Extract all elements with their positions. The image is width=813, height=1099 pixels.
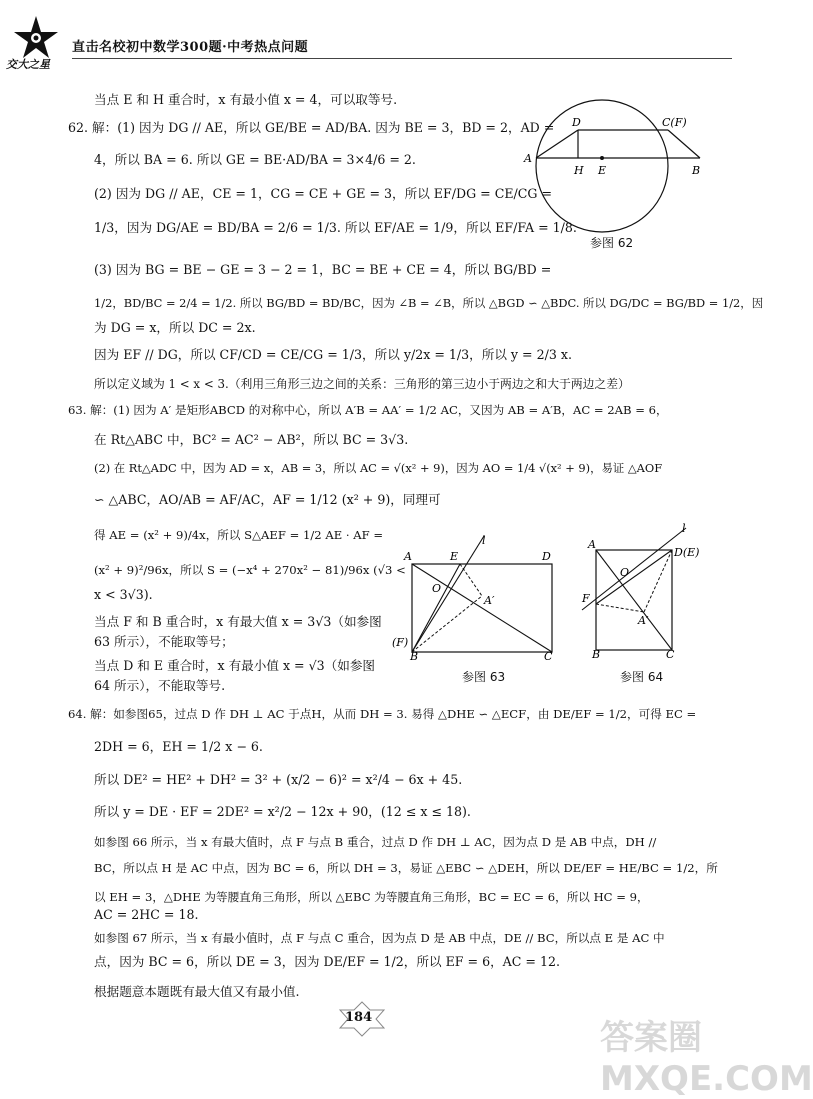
fig64-label-aprime: A′ (638, 614, 649, 627)
fig63-label-l: l (482, 534, 486, 547)
text-line: BC，所以点 H 是 AC 中点，因为 BC = 6，所以 DH = 3，易证 △EBC ∽ △DEH，所以 DE/EF = HE/BC = 1/2，所 (94, 861, 718, 875)
text-line: 4，所以 BA = 6. 所以 GE = BE·AD/BA = 3×4/6 = 2. (94, 152, 416, 167)
fig64-label-c: C (666, 648, 675, 661)
text-line: 以 EH = 3，△DHE 为等腰直角三角形，所以 △EBC 为等腰直角三角形，BC = EC = 6，所以 HC = 9， (94, 890, 649, 904)
page-number: 184 (345, 1010, 373, 1025)
text-line: 所以 DE² = HE² + DH² = 3² + (x/2 − 6)² = x²/4 − 6x + 45. (94, 772, 463, 787)
text-line: 1/3，因为 DG/AE = BD/BA = 2/6 = 1/3. 所以 EF/AE = 1/9，所以 EF/FA = 1/8. (94, 220, 577, 235)
figure-64 (578, 520, 728, 660)
fig62-label-b: B (692, 164, 701, 177)
fig62-label-a: A (524, 152, 532, 165)
text-line: 为 DG = x，所以 DC = 2x. (94, 320, 256, 335)
text-line: 63. 解：(1) 因为 A′ 是矩形ABCD 的对称中心，所以 A′B = AA′ = 1/2 AC，又因为 AB = A′B，AC = 2AB = 6， (68, 403, 668, 417)
text-line: 如参图 66 所示，当 x 有最大值时，点 F 与点 B 重合，过点 D 作 DH ⊥ AC，因为点 D 是 AB 中点，DH // (94, 835, 657, 849)
fig63-label-aprime: A′ (484, 594, 495, 607)
text-line: 当点 D 和 E 重合时，x 有最小值 x = √3（如参图 (94, 658, 376, 673)
text-line: 63 所示），不能取等号； (94, 634, 234, 649)
text-line: x < 3√3). (94, 587, 153, 602)
text-line: 64 所示），不能取等号. (94, 678, 226, 693)
fig64-label-de: D(E) (674, 546, 700, 559)
fig64-label-a: A (588, 538, 596, 551)
text-line: (2) 因为 DG // AE，CE = 1，CG = CE + GE = 3，所以 EF/DG = CE/CG = (94, 186, 553, 201)
text-line: 因为 EF // DG，所以 CF/CD = CE/CG = 1/3，所以 y/2x = 1/3，所以 y = 2/3 x. (94, 347, 572, 362)
fig63-label-e: E (450, 550, 459, 563)
fig64-label-o: O (620, 566, 630, 579)
fig63-label-d: D (542, 550, 551, 563)
fig63-label-c: C (544, 650, 553, 663)
figure-63 (392, 532, 562, 662)
text-line: 2DH = 6，EH = 1/2 x − 6. (94, 739, 263, 754)
fig62-label-e: E (598, 164, 607, 177)
figure-64-caption: 参图 64 (620, 670, 664, 684)
watermark (600, 1010, 813, 1099)
text-line: 当点 F 和 B 重合时，x 有最大值 x = 3√3（如参图 (94, 614, 382, 629)
figure-62 (520, 96, 730, 236)
fig63-label-b: B (410, 650, 419, 663)
text-line: 根据题意本题既有最大值又有最小值. (94, 984, 300, 999)
text-line: (x² + 9)²/96x，所以 S = (−x⁴ + 270x² − 81)/96x (√3 < (94, 563, 406, 577)
figure-63-caption: 参图 63 (462, 670, 506, 684)
fig63-label-o: O (432, 582, 442, 595)
book-title: 直击名校初中数学300题·中考热点问题 (72, 40, 309, 55)
text-line: 所以 y = DE · EF = 2DE² = x²/2 − 12x + 90，(12 ≤ x ≤ 18). (94, 804, 471, 819)
text-line: 点，因为 BC = 6，所以 DE = 3，因为 DE/EF = 1/2，所以 EF = 6，AC = 12. (94, 954, 560, 969)
text-line: (2) 在 Rt△ADC 中，因为 AD = x，AB = 3，所以 AC = √(x² + 9)，因为 AO = 1/4 √(x² + 9)，易证 △AOF (94, 461, 663, 475)
text-line: 64. 解：如参图65，过点 D 作 DH ⊥ AC 于点H，从而 DH = 3. 易得 △DHE ∽ △ECF，由 DE/EF = 1/2，可得 EC = (68, 707, 697, 721)
text-line: 所以定义域为 1 < x < 3.（利用三角形三边之间的关系：三角形的第三边小于两边之和大于两边之差） (94, 377, 630, 391)
fig62-label-d: D (572, 116, 581, 129)
text-line: 当点 E 和 H 重合时，x 有最小值 x = 4，可以取等号. (94, 92, 398, 107)
fig64-label-l: l (682, 522, 686, 535)
text-line: 如参图 67 所示，当 x 有最小值时，点 F 与点 C 重合，因为点 D 是 AB 中点，DE // BC，所以点 E 是 AC 中 (94, 931, 665, 945)
fig63-label-f: (F) (392, 636, 409, 649)
text-line: 62. 解：(1) 因为 DG // AE，所以 GE/BE = AD/BA. 因为 BE = 3，BD = 2，AD = (68, 120, 555, 135)
text-line: AC = 2HC = 18. (94, 907, 199, 922)
watermark-text: 答案圈 MXQE.COM (600, 1018, 813, 1099)
fig62-label-cf: C(F) (662, 116, 687, 129)
figure-62-caption: 参图 62 (590, 236, 634, 250)
text-line: 在 Rt△ABC 中，BC² = AC² − AB²，所以 BC = 3√3. (94, 432, 409, 447)
fig62-label-h: H (574, 164, 584, 177)
text-line: ∽ △ABC，AO/AB = AF/AC，AF = 1/12 (x² + 9)，同理可 (94, 492, 441, 507)
text-line: 1/2，BD/BC = 2/4 = 1/2. 所以 BG/BD = BD/BC，因为 ∠B = ∠B，所以 △BGD ∽ △BDC. 所以 DG/DC = BG/BD = 1/2，因 (94, 296, 764, 310)
fig64-label-f: F (582, 592, 590, 605)
text-line: (3) 因为 BG = BE − GE = 3 − 2 = 1，BC = BE + CE = 4，所以 BG/BD = (94, 262, 552, 277)
text-line: 得 AE = (x² + 9)/4x，所以 S△AEF = 1/2 AE · AF = (94, 528, 384, 542)
logo-text: 交大之星 (6, 58, 50, 71)
header-rule (72, 58, 732, 59)
fig64-label-b: B (592, 648, 601, 661)
fig63-label-a: A (404, 550, 412, 563)
